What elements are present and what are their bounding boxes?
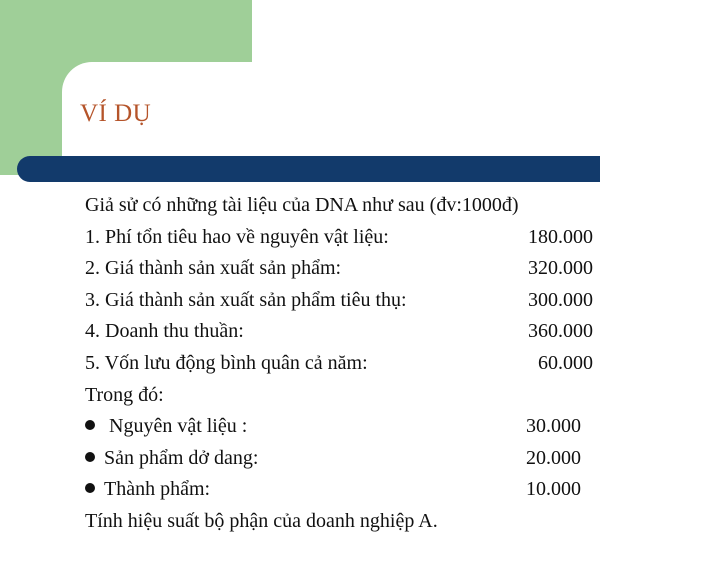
list-item <box>85 348 645 380</box>
bullet-item <box>85 474 645 506</box>
slide-title: VÍ DỤ <box>80 100 152 127</box>
item-value: 360.000 <box>528 320 593 343</box>
item-value: 180.000 <box>528 225 593 248</box>
title-divider-bar <box>17 156 600 182</box>
closing-text: Tính hiệu suất bộ phận của doanh nghiệp A. <box>85 509 438 532</box>
intro-line <box>85 190 645 222</box>
item-label: 2. Giá thành sản xuất sản phẩm: <box>85 257 342 280</box>
slide-content <box>85 190 645 538</box>
item-label: 3. Giá thành sản xuất sản phẩm tiêu thụ: <box>85 288 407 311</box>
bullet-icon <box>85 420 95 430</box>
intro-text: Giả sử có những tài liệu của DNA như sau (đv:1000đ) <box>85 194 519 216</box>
bullet-value: 10.000 <box>526 478 581 501</box>
bullet-icon <box>85 452 95 462</box>
item-value: 60.000 <box>538 351 593 374</box>
bullet-value: 30.000 <box>526 415 581 438</box>
bullet-label: Thành phẩm: <box>104 478 211 501</box>
list-item <box>85 222 645 254</box>
item-label: 1. Phí tổn tiêu hao về nguyên vật liệu: <box>85 225 389 248</box>
list-item <box>85 253 645 285</box>
item-value: 300.000 <box>528 288 593 311</box>
list-item <box>85 316 645 348</box>
bullet-label: Nguyên vật liệu : <box>104 415 248 438</box>
item-label: 5. Vốn lưu động bình quân cả năm: <box>85 351 368 374</box>
item-value: 320.000 <box>528 257 593 280</box>
subheading-line <box>85 380 645 412</box>
bullet-item <box>85 411 645 443</box>
closing-line <box>85 506 645 538</box>
item-label: 4. Doanh thu thuần: <box>85 320 244 343</box>
bullet-value: 20.000 <box>526 446 581 469</box>
bullet-item <box>85 443 645 475</box>
bullet-icon <box>85 483 95 493</box>
bullet-label: Sản phẩm dở dang: <box>104 446 259 469</box>
subheading-text: Trong đó: <box>85 383 164 406</box>
list-item <box>85 285 645 317</box>
